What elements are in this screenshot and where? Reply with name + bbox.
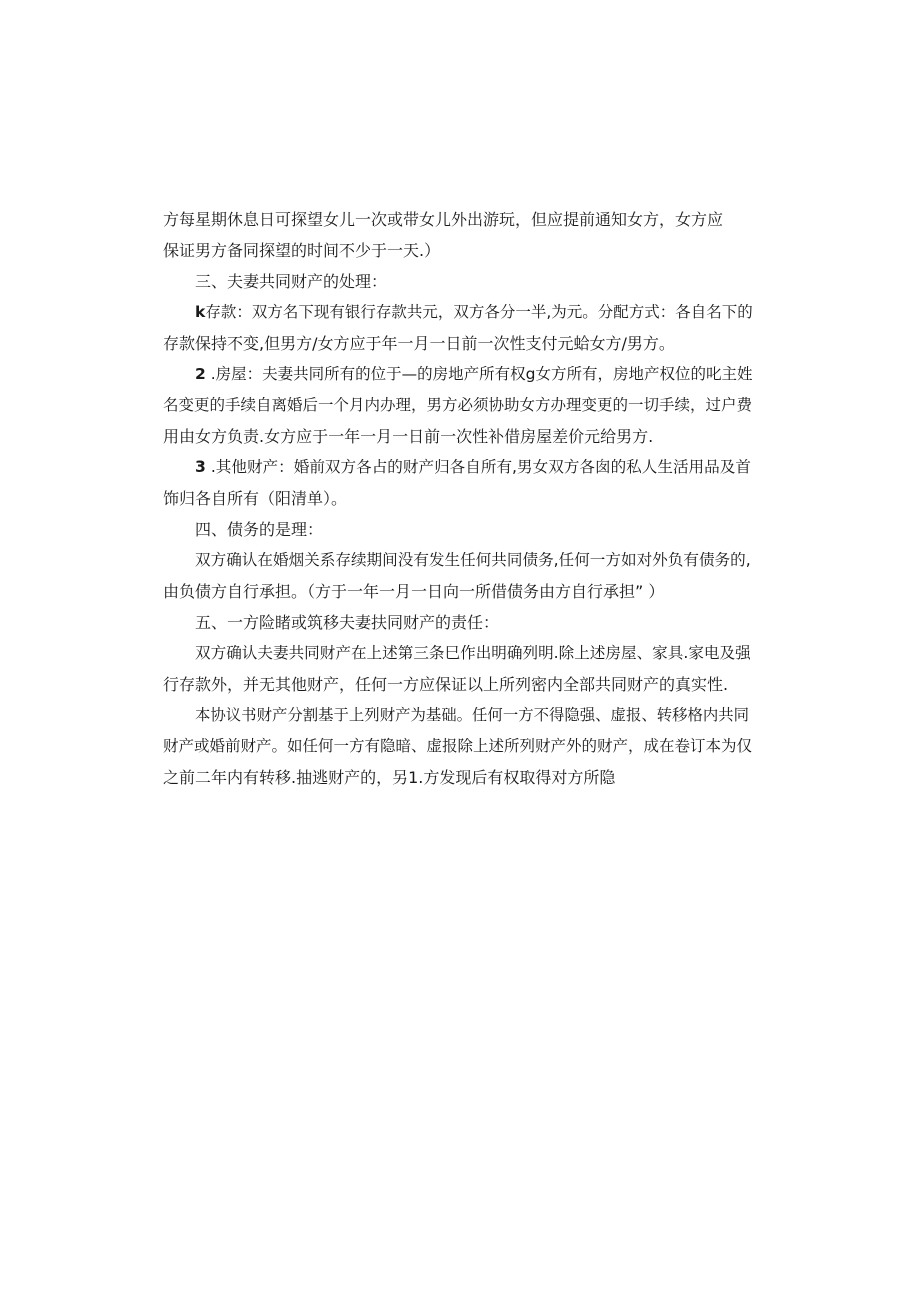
line-text: 本协议书财产分割基于上列财产为基础。任何一方不得隐强、虚报、转移格内共同 [195, 706, 750, 724]
line-text: 存款：双方名下现有银行存款共元，双方各分一半,为元。分配方式：各自名下的 [205, 303, 753, 321]
text-line [163, 266, 753, 297]
text-line [163, 297, 753, 328]
text-line [163, 328, 753, 359]
text-line [163, 638, 753, 669]
text-line [163, 359, 753, 390]
line-text: 五、一方险睹或筑移夫妻扶同财产的责任： [195, 613, 500, 632]
text-line [163, 421, 753, 452]
text-line [163, 731, 753, 762]
text-line [163, 483, 753, 514]
line-text: .其他财产：婚前双方各占的财产归各自所有,男女双方各囱的私人生活用品及首 [205, 458, 751, 476]
item-number: 2 [195, 365, 206, 383]
line-text: 名变更的手续自离婚后一个月内办理，男方必须协助女方办理变更的一切手续，过户费 [163, 396, 753, 414]
line-text: 财产或婚前财产。如任何一方有隐暗、虚报除上述所列财产外的财产，成在卷订本为仅 [163, 737, 753, 755]
line-text: 双方确认在婚烟关系存续期间没有发生任何共同债务,任何一方如对外负有债务的, [195, 551, 751, 569]
line-text: 行存款外，并无其他财产，任何一方应保证以上所列密内全部共同财产的真实性. [163, 675, 729, 694]
text-line [163, 576, 753, 607]
text-line [163, 390, 753, 421]
text-line [163, 235, 753, 266]
line-text: 保证男方备同探望的时间不少于一天.） [163, 241, 441, 260]
text-line [163, 607, 753, 638]
line-text: 方每星期休息日可探望女儿一次或带女儿外出游玩，但应提前通知女方，女方应 [163, 210, 724, 229]
line-text: 用由女方负责.女方应于一年一月一日前一次性补借房屋差价元给男方. [163, 427, 654, 446]
line-text: 饰归各自所有（阳清单）。 [163, 489, 348, 508]
item-number: 3 [195, 458, 206, 476]
item-number: k [195, 303, 206, 321]
text-line [163, 452, 753, 483]
line-text: 双方确认夫妻共同财产在上述第三条巳作出明确列明.除上述房屋、家具.家电及强 [195, 644, 751, 662]
text-line [163, 204, 753, 235]
line-text: 三、夫妻共同财产的处理： [195, 272, 388, 291]
line-text: 四、债务的是理： [195, 520, 324, 539]
text-line [163, 700, 753, 731]
line-text: 由负债方自行承担。（方于一年一月一日向一所借债务由方自行承担” ） [163, 582, 665, 601]
document-body [163, 204, 753, 793]
line-text: 之前二年内有转移.抽逃财产的，另1.方发现后有权取得对方所隐 [163, 768, 616, 787]
text-line [163, 545, 753, 576]
line-text: .房屋：夫妻共同所有的位于—的房地产所有权g女方所有，房地产权位的叱主姓 [205, 365, 753, 383]
line-text: 存款保持不变,但男方/女方应于年一月一日前一次性支付元蛤女方/男方。 [163, 334, 675, 353]
text-line [163, 762, 753, 793]
text-line [163, 514, 753, 545]
text-line [163, 669, 753, 700]
